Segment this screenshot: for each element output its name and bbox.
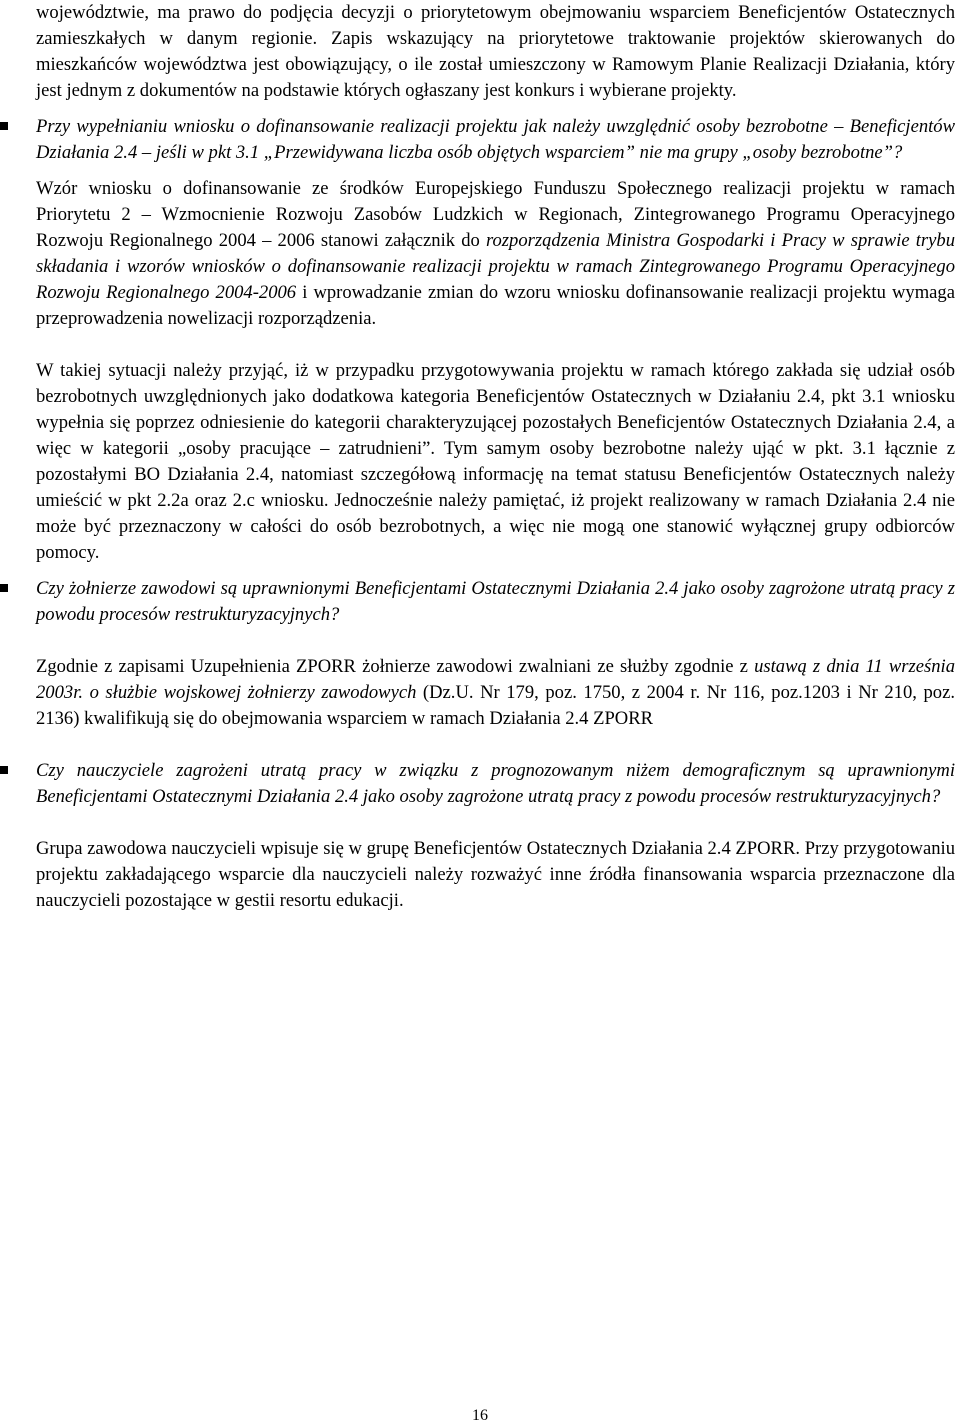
- page-number: 16: [472, 1407, 488, 1424]
- paragraph-teachers-answer: Grupa zawodowa nauczycieli wpisuje się w grupę Beneficjentów Ostatecznych Działania 2.4 ZPORR. Przy przygotowaniu projektu zakładającego wsparcie dla nauczycieli należy rozważyć inne źródła finansowania wsparcia przeznaczone dla nauczycieli pozostające w gestii resortu edukacji.: [36, 838, 955, 911]
- paragraph-application-template: [36, 176, 955, 332]
- square-bullet-icon: [0, 584, 8, 592]
- question-text: Czy żołnierze zawodowi są uprawnionymi Beneficjentami Ostatecznymi Działania 2.4 jako osoby zagrożone utratą pracy z powodu procesów restrukturyzacyjnych?: [36, 578, 955, 625]
- regulation-title: rozporządzenia Ministra Gospodarki i Pracy w sprawie trybu składania i wzorów wniosków o dofinansowanie realizacji projektu w ramach Zintegrowanego Programu Operacyjnego Rozwoju Regionalnego 2004-2006: [36, 230, 955, 303]
- square-bullet-icon: [0, 766, 8, 774]
- question-text: Czy nauczyciele zagrożeni utratą pracy w związku z prognozowanym niżem demograficznym są uprawnionymi Beneficjentami Ostatecznymi Działania 2.4 jako osoby zagrożone utratą pracy z powodu procesów restrukturyzacyjnych?: [36, 760, 955, 807]
- act-title: ustawą z dnia 11 września 2003r. o służbie wojskowej żołnierzy zawodowych: [36, 656, 955, 703]
- text-run: (Dz.U. Nr 179, poz. 1750, z 2004 r. Nr 116, poz.1203 i Nr 210, poz. 2136) kwalifikują się do obejmowania wsparciem w ramach Działania 2.4 ZPORR: [36, 682, 955, 729]
- square-bullet-icon: [0, 122, 8, 130]
- question-unemployed-persons: [36, 114, 955, 166]
- question-professional-soldiers: [36, 576, 955, 628]
- text-run: Zgodnie z zapisami Uzupełnienia ZPORR żołnierze zawodowi zwalniani ze służby zgodnie z: [36, 656, 755, 677]
- question-text: Przy wypełnianiu wniosku o dofinansowanie realizacji projektu jak należy uwzględnić osoby bezrobotne – Beneficjentów Działania 2.4 – jeśli w pkt 3.1 „Przewidywana liczba osób objętych wsparciem” nie ma grupy „osoby bezrobotne”?: [36, 116, 955, 163]
- document-page: [36, 0, 955, 914]
- paragraph-unemployed-guidance: W takiej sytuacji należy przyjąć, iż w przypadku przygotowywania projektu w ramach którego zakłada się udział osób bezrobotnych uwzględnionych jako dodatkowa kategoria Beneficjentów Ostatecznych w Działaniu 2.4, pkt 3.1 wniosku wypełnia się poprzez odniesienie do kategorii charakteryzującej pozostałych Beneficjentów Ostatecznych Działania 2.4, a więc w kategorii „osoby pracujące – zatrudnieni”. Tym samym osoby bezrobotne należy ująć w pkt. 3.1 łącznie z pozostałymi BO Działania 2.4, natomiast szczegółową informację na temat statusu Beneficjentów Ostatecznych należy umieścić w pkt 2.2a oraz 2.c wniosku. Jednocześnie należy pamiętać, iż projekt realizowany w ramach Działania 2.4 nie może być przeznaczony w całości do osób bezrobotnych, a więc nie mogą one stanowić wyłącznej grupy odbiorców pomocy.: [36, 360, 955, 563]
- text-run: i wprowadzanie zmian do wzoru wniosku dofinansowanie realizacji projektu wymaga przeprowadzenia nowelizacji rozporządzenia.: [36, 282, 955, 329]
- text-run: Wzór wniosku o dofinansowanie ze środków Europejskiego Funduszu Społecznego realizacji projektu w ramach Priorytetu 2 – Wzmocnienie Rozwoju Zasobów Ludzkich w Regionach, Zintegrowanego Programu Operacyjnego Rozwoju Regionalnego 2004 – 2006 stanowi załącznik do: [36, 178, 955, 251]
- paragraph-regional-priority: województwie, ma prawo do podjęcia decyzji o priorytetowym obejmowaniu wsparciem Beneficjentów Ostatecznych zamieszkałych w danym regionie. Zapis wskazujący na priorytetowe traktowanie projektów skierowanych do mieszkańców województwa jest obowiązujący, o ile został umieszczony w Ramowym Planie Realizacji Działania, który jest jednym z dokumentów na podstawie których ogłaszany jest konkurs i wybierane projekty.: [36, 2, 955, 101]
- question-teachers: [36, 758, 955, 810]
- paragraph-soldiers-answer: [36, 654, 955, 732]
